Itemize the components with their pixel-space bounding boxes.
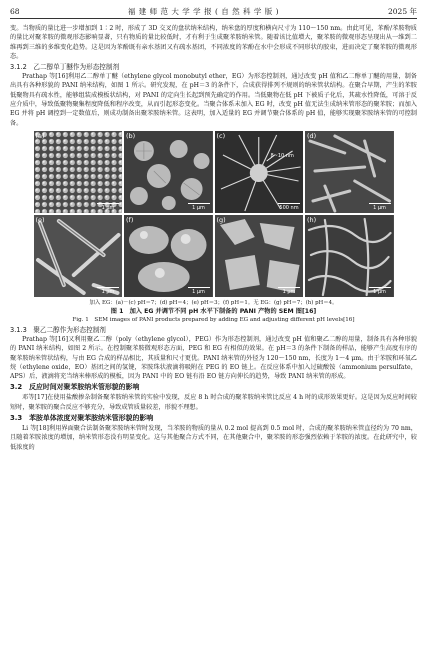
- panel-label: (d): [307, 131, 317, 140]
- section-3-2-heading: 3.2 反应时间对聚苯胺纳米管形貌的影响: [10, 383, 140, 392]
- scale-bar: 1 μm: [97, 287, 119, 295]
- sem-image-grid: [34, 131, 394, 297]
- sem-panel-b: [124, 131, 213, 213]
- scale-bar: 1 μm: [188, 203, 210, 211]
- page-header: [10, 4, 417, 19]
- sem-panel-f: [124, 215, 213, 297]
- section-3-1-2-heading: 3.1.2 乙二醇单丁醚作为形态控制剂: [10, 63, 120, 72]
- figure-1: [34, 131, 394, 324]
- sem-panel-d: [305, 131, 394, 213]
- figure-caption-en: Fig. 1 SEM images of PANI products prepared by adding EG and adjusting different pH levels[16]: [72, 316, 355, 323]
- sem-panel-g: [215, 215, 304, 297]
- panel-label: (f): [126, 215, 134, 224]
- section-3-1-3-paragraph: Prathap 等[16]又利用聚乙二醇（poly（ethylene glycol），PEG）作为形态控制剂，通过改变 pH 值和聚乙二醇的用量，制备具有各种形貌的 PANI 纳米结构，如图 2 所示。在控制聚苯胺微观形态方面，PEG 和 EG 有相似的效果。在 pH＝3 的条件下制备的样品，能够产生高度有序的聚苯胺纳米管状结构，与由 EG 合成的样品相比，其质量和尺寸更优。PANI 纳米管的外径为 120～150 nm，长度为 1～4 μm。由于苯胺和环氧乙烷（ethylene oxide，EO）基团之间的氢键，苯胺珠状液滴将吸附在 PEG 的 EO 链上。在反应体系中加入过硫酸铵（ammonium persulfate，APS）后，液滴将充当纳米棒形成的模板，因为 PANI 中的 EO 链有沿 EO 链方向伸长的趋势，导致 PANI 纳米管的形成。: [10, 335, 417, 381]
- panel-label: (e): [35, 215, 45, 224]
- intro-paragraph: 变。当物质的量比进一步增加到 1∶2 时，形成了 3D 交叉的盘状纳米结构，纳米盘的厚度和横向尺寸为 110～150 nm。由此可见，苯酚/苯胺物质的量比对聚苯胺的微观形态影响显著，只有物质的量比较低时，才有利于生成聚苯胺纳米管。随着该比值增大，聚苯胺的微观形态呈现出从一维到二维再到三维的多维变化趋势。这是因为苯酚既有亲水基团又有疏水基团，不同浓度的苯酚在水中会形成不同形状的胶束，进而决定了聚苯胺的微观形态。: [10, 25, 417, 60]
- article-body: [10, 24, 417, 452]
- sem-panel-a: [34, 131, 123, 213]
- panel-label: (b): [126, 131, 136, 140]
- scale-bar: 500 nm: [279, 204, 299, 211]
- scale-bar: 1 μm: [97, 203, 119, 211]
- scale-bar: 1 μm: [369, 287, 391, 295]
- scale-bar: 1 μm: [188, 287, 210, 295]
- panel-label: (a): [35, 131, 45, 140]
- sem-panel-e: [34, 215, 123, 297]
- figure-sub-caption: 加入 EG：(a)－(c) pH＝7；(d) pH＝4；(e) pH＝3；(f) pH＝1。无 EG：(g) pH＝7；(h) pH＝4。: [89, 299, 338, 306]
- diameter-annotation: 8~10 nm: [270, 152, 294, 159]
- section-3-1-3-heading: 3.1.3 聚乙二醇作为形态控制剂: [10, 325, 106, 334]
- section-3-1-2-paragraph: Prathap 等[16]利用乙二醇单丁醚（ethylene glycol monobutyl ether，EG）为形态控制剂，通过改变 pH 值和乙二醇单丁醚的用量，制备出具有各种形貌的 PANI 纳米结构，如图 1 所示。研究发现，在 pH＝3 的条件下，合成获得排列不规则的纳米管状结构。在聚合早期，产生的苯胺低聚物具有疏水性，能够组装成模板状结构，对 PANI 的定向生长起到预先确定的作用。当低聚物在低 pH 下被质子化后，其疏水性降低，可溶于反应介质中，导致低聚物聚集程度降低和程序改变，从而引起形态变化。当聚合体系未加入 EG 时，改变 pH 值无法生成纳米管形态的聚苯胺；而加入 EG 并将 pH 调控到一定数值后，则成功制备出聚苯胺纳米管。这表明，加入适量的 EG 并调节聚合体系的 pH 值，能够实现聚苯胺纳米管的可控制备。: [10, 73, 417, 127]
- panel-label: (g): [216, 215, 226, 224]
- sem-panel-h: [305, 215, 394, 297]
- page-number: 68: [10, 6, 20, 16]
- figure-caption-zh: 图 1 加入 EG 并调节不同 pH 水平下制备的 PANI 产物的 SEM 图[16]: [110, 307, 317, 315]
- sem-panel-c: [215, 131, 304, 213]
- section-3-3-heading: 3.3 苯胺单体浓度对聚苯胺纳米管形貌的影响: [10, 414, 154, 423]
- scale-bar: 1 μm: [278, 287, 300, 295]
- panel-label: (h): [307, 215, 317, 224]
- section-3-3-paragraph: Li 等[18]利用界面聚合法制备聚苯胺纳米管时发现，当苯胺的物质的量从 0.2 mol 提高到 0.5 mol 时，合成的聚苯胺纳米管直径约为 70 nm，且随着苯胺浓度的增加，纳米管形态没有明显变化。这与其他聚合方式不同，在其他聚合中，聚苯胺的形态强烈依赖于苯胺的浓度。在此研究中，较低浓度的: [10, 425, 417, 451]
- journal-year: 2025 年: [388, 6, 417, 16]
- section-3-2-paragraph: 邓等[17]在使用盐酸掺杂制备聚苯胺纳米管的实验中发现，反应 8 h 时合成的聚苯胺纳米管比反应 4 h 时的成形效果更好。这是因为反应时间较短时，聚苯胺的聚合反应不够充分，导致成管质量较差，形貌不理想。: [10, 394, 417, 411]
- journal-title: 福 建 师 范 大 学 学 报 ( 自 然 科 学 版 ): [127, 6, 280, 16]
- scale-bar: 1 μm: [369, 203, 391, 211]
- panel-label: (c): [216, 131, 226, 140]
